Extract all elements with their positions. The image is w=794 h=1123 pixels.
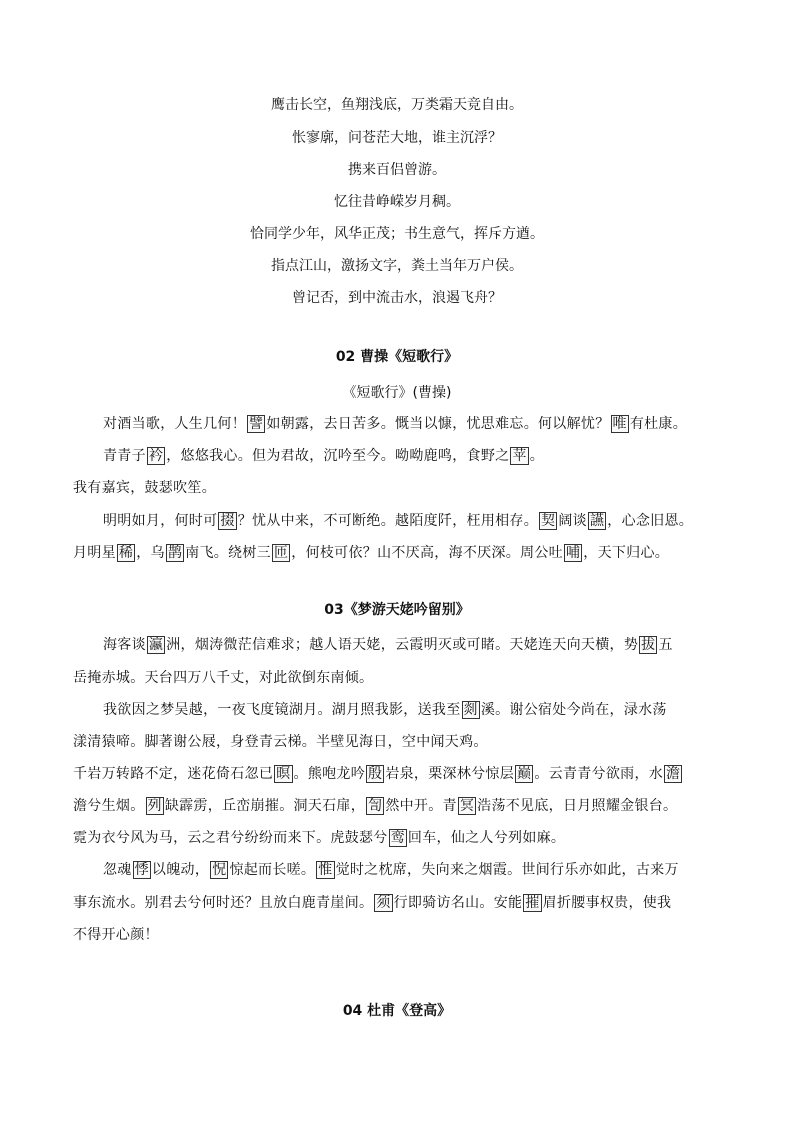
text-line: [73, 893, 671, 913]
poem-line: 指点江山，激扬文字，粪土当年万户侯。: [271, 258, 523, 274]
annotated-character: 拔: [641, 637, 656, 653]
annotated-character: 瀛: [148, 637, 164, 653]
section-heading-04: 04 杜甫《登高》: [342, 1003, 452, 1019]
text-segment: 对酒当歌，人生几何！: [103, 416, 246, 432]
text-segment: ，何枝可依？山不厌高，海不厌深。周公吐: [291, 545, 563, 561]
text-segment: 回车，仙之人兮列如麻。: [407, 830, 566, 846]
text-line: [103, 446, 544, 466]
text-line: [73, 543, 669, 563]
poem-line: 携来百侣曾游。: [348, 162, 446, 178]
annotated-character: 哺: [565, 545, 581, 561]
text-segment: 溪。谢公宿处今尚在，渌水荡: [480, 702, 667, 718]
section-heading-03: 03《梦游天姥吟留别》: [324, 602, 470, 618]
section-heading-02: 02 曹操《短歌行》: [335, 349, 459, 365]
annotated-character: 殷: [368, 766, 383, 782]
text-segment: 浩荡不见底，日月照耀金银台。: [477, 798, 678, 814]
text-line: [73, 478, 216, 498]
text-segment: 忽魂: [103, 862, 132, 878]
text-segment: ？忧从中来，不可断绝。越陌度阡，枉用相存。: [237, 513, 539, 529]
text-segment: 五: [658, 637, 673, 653]
annotated-character: 冥: [459, 798, 475, 814]
poem-line: 忆往昔峥嵘岁月稠。: [334, 194, 460, 210]
annotated-character: 须: [376, 895, 391, 911]
section-subtitle-02: 《短歌行》(曹操): [342, 385, 452, 401]
text-segment: 我有嘉宾，鼓瑟吹笙。: [73, 480, 216, 496]
annotated-character: 剡: [463, 702, 478, 718]
annotated-character: 鸾: [390, 830, 405, 846]
poem-line: 恰同学少年，风华正茂；书生意气，挥斥方遒。: [250, 226, 544, 242]
text-segment: 行即骑访名山。安能: [393, 895, 523, 911]
text-segment: 眉折腰事权贵，使我: [542, 895, 672, 911]
text-line: [103, 511, 693, 531]
annotated-character: 鹊: [167, 545, 183, 561]
annotated-character: 稀: [118, 545, 134, 561]
text-line: [103, 860, 679, 880]
annotated-character: 譬: [249, 416, 264, 432]
text-segment: 阔谈: [558, 513, 587, 529]
text-line: [73, 796, 677, 816]
text-segment: 缺霹雳，丘峦崩摧。洞天石扉，: [164, 798, 366, 814]
text-segment: 。熊咆龙吟: [293, 766, 366, 782]
text-segment: 事东流水。别君去兮何时还？且放白鹿青崖间。: [73, 895, 374, 911]
text-segment: 青青子: [103, 448, 146, 464]
annotated-character: 怳: [212, 862, 227, 878]
annotated-character: 列: [147, 798, 162, 814]
text-line: [73, 828, 565, 848]
annotated-character: 契: [541, 513, 556, 529]
annotated-character: 苹: [512, 448, 527, 464]
text-segment: 。: [529, 448, 545, 464]
text-segment: 有杜康。: [629, 416, 688, 432]
text-segment: 洲，烟涛微茫信难求；越人语天姥，云霞明灭或可睹。天姥连天向天横，势: [166, 637, 639, 653]
text-segment: ，乌: [136, 545, 165, 561]
text-segment: 澹兮生烟。: [73, 798, 145, 814]
poem-line: 怅寥廓，问苍茫大地，谁主沉浮？: [292, 130, 502, 146]
annotated-character: 匝: [273, 545, 289, 561]
annotated-character: 訇: [368, 798, 383, 814]
text-line: [103, 700, 667, 720]
text-line: [73, 732, 488, 752]
text-line: [73, 764, 683, 784]
annotated-character: 掇: [220, 513, 235, 529]
poem-line: 鹰击长空，鱼翔浅底，万类霜天竞自由。: [271, 97, 523, 113]
annotated-character: 惟: [318, 862, 333, 878]
text-line: [103, 414, 687, 434]
text-segment: ，天下归心。: [583, 545, 670, 561]
annotated-character: 悸: [134, 862, 149, 878]
text-segment: 南飞。绕树三: [185, 545, 271, 561]
text-segment: 觉时之枕席，失向来之烟霞。世间行乐亦如此，古来万: [335, 862, 679, 878]
text-segment: 海客谈: [103, 637, 146, 653]
text-line: [73, 925, 159, 945]
annotated-character: 巅: [517, 766, 532, 782]
text-segment: 漾清猿啼。脚著谢公屐，身登青云梯。半壁见海日，空中闻天鸡。: [73, 734, 488, 750]
text-segment: ，悠悠我心。但为君故，沉吟至今。呦呦鹿鸣，食野之: [166, 448, 510, 464]
text-segment: 我欲因之梦吴越，一夜飞度镜湖月。湖月照我影，送我至: [103, 702, 461, 718]
annotated-character: 衿: [148, 448, 164, 464]
annotated-character: 摧: [525, 895, 540, 911]
text-line: [103, 635, 673, 655]
poem-line: 曾记否，到中流击水，浪遏飞舟？: [292, 290, 502, 306]
text-segment: 千岩万转路不定，迷花倚石忽已: [73, 766, 274, 782]
text-segment: 月明星: [73, 545, 116, 561]
text-segment: 岳掩赤城。天台四万八千丈，对此欲倒东南倾。: [73, 670, 374, 686]
text-segment: 惊起而长嗟。: [229, 862, 316, 878]
text-segment: 明明如月，何时可: [103, 513, 218, 529]
text-line: [73, 668, 373, 688]
annotated-character: 澹: [666, 766, 681, 782]
annotated-character: 暝: [276, 766, 291, 782]
text-segment: ，心念旧恩。: [607, 513, 694, 529]
text-segment: 霓为衣兮风为马，云之君兮纷纷而来下。虎鼓瑟兮: [73, 830, 388, 846]
annotated-character: 讌: [589, 513, 605, 529]
text-segment: 然中开。青: [385, 798, 457, 814]
text-segment: 。云青青兮欲雨，水: [534, 766, 664, 782]
text-segment: 以魄动，: [151, 862, 210, 878]
text-segment: 如朝露，去日苦多。慨当以慷，忧思难忘。何以解忧？: [266, 416, 610, 432]
text-segment: 岩泉，栗深林兮惊层: [385, 766, 515, 782]
annotated-character: 唯: [612, 416, 627, 432]
text-segment: 不得开心颜！: [73, 927, 159, 943]
